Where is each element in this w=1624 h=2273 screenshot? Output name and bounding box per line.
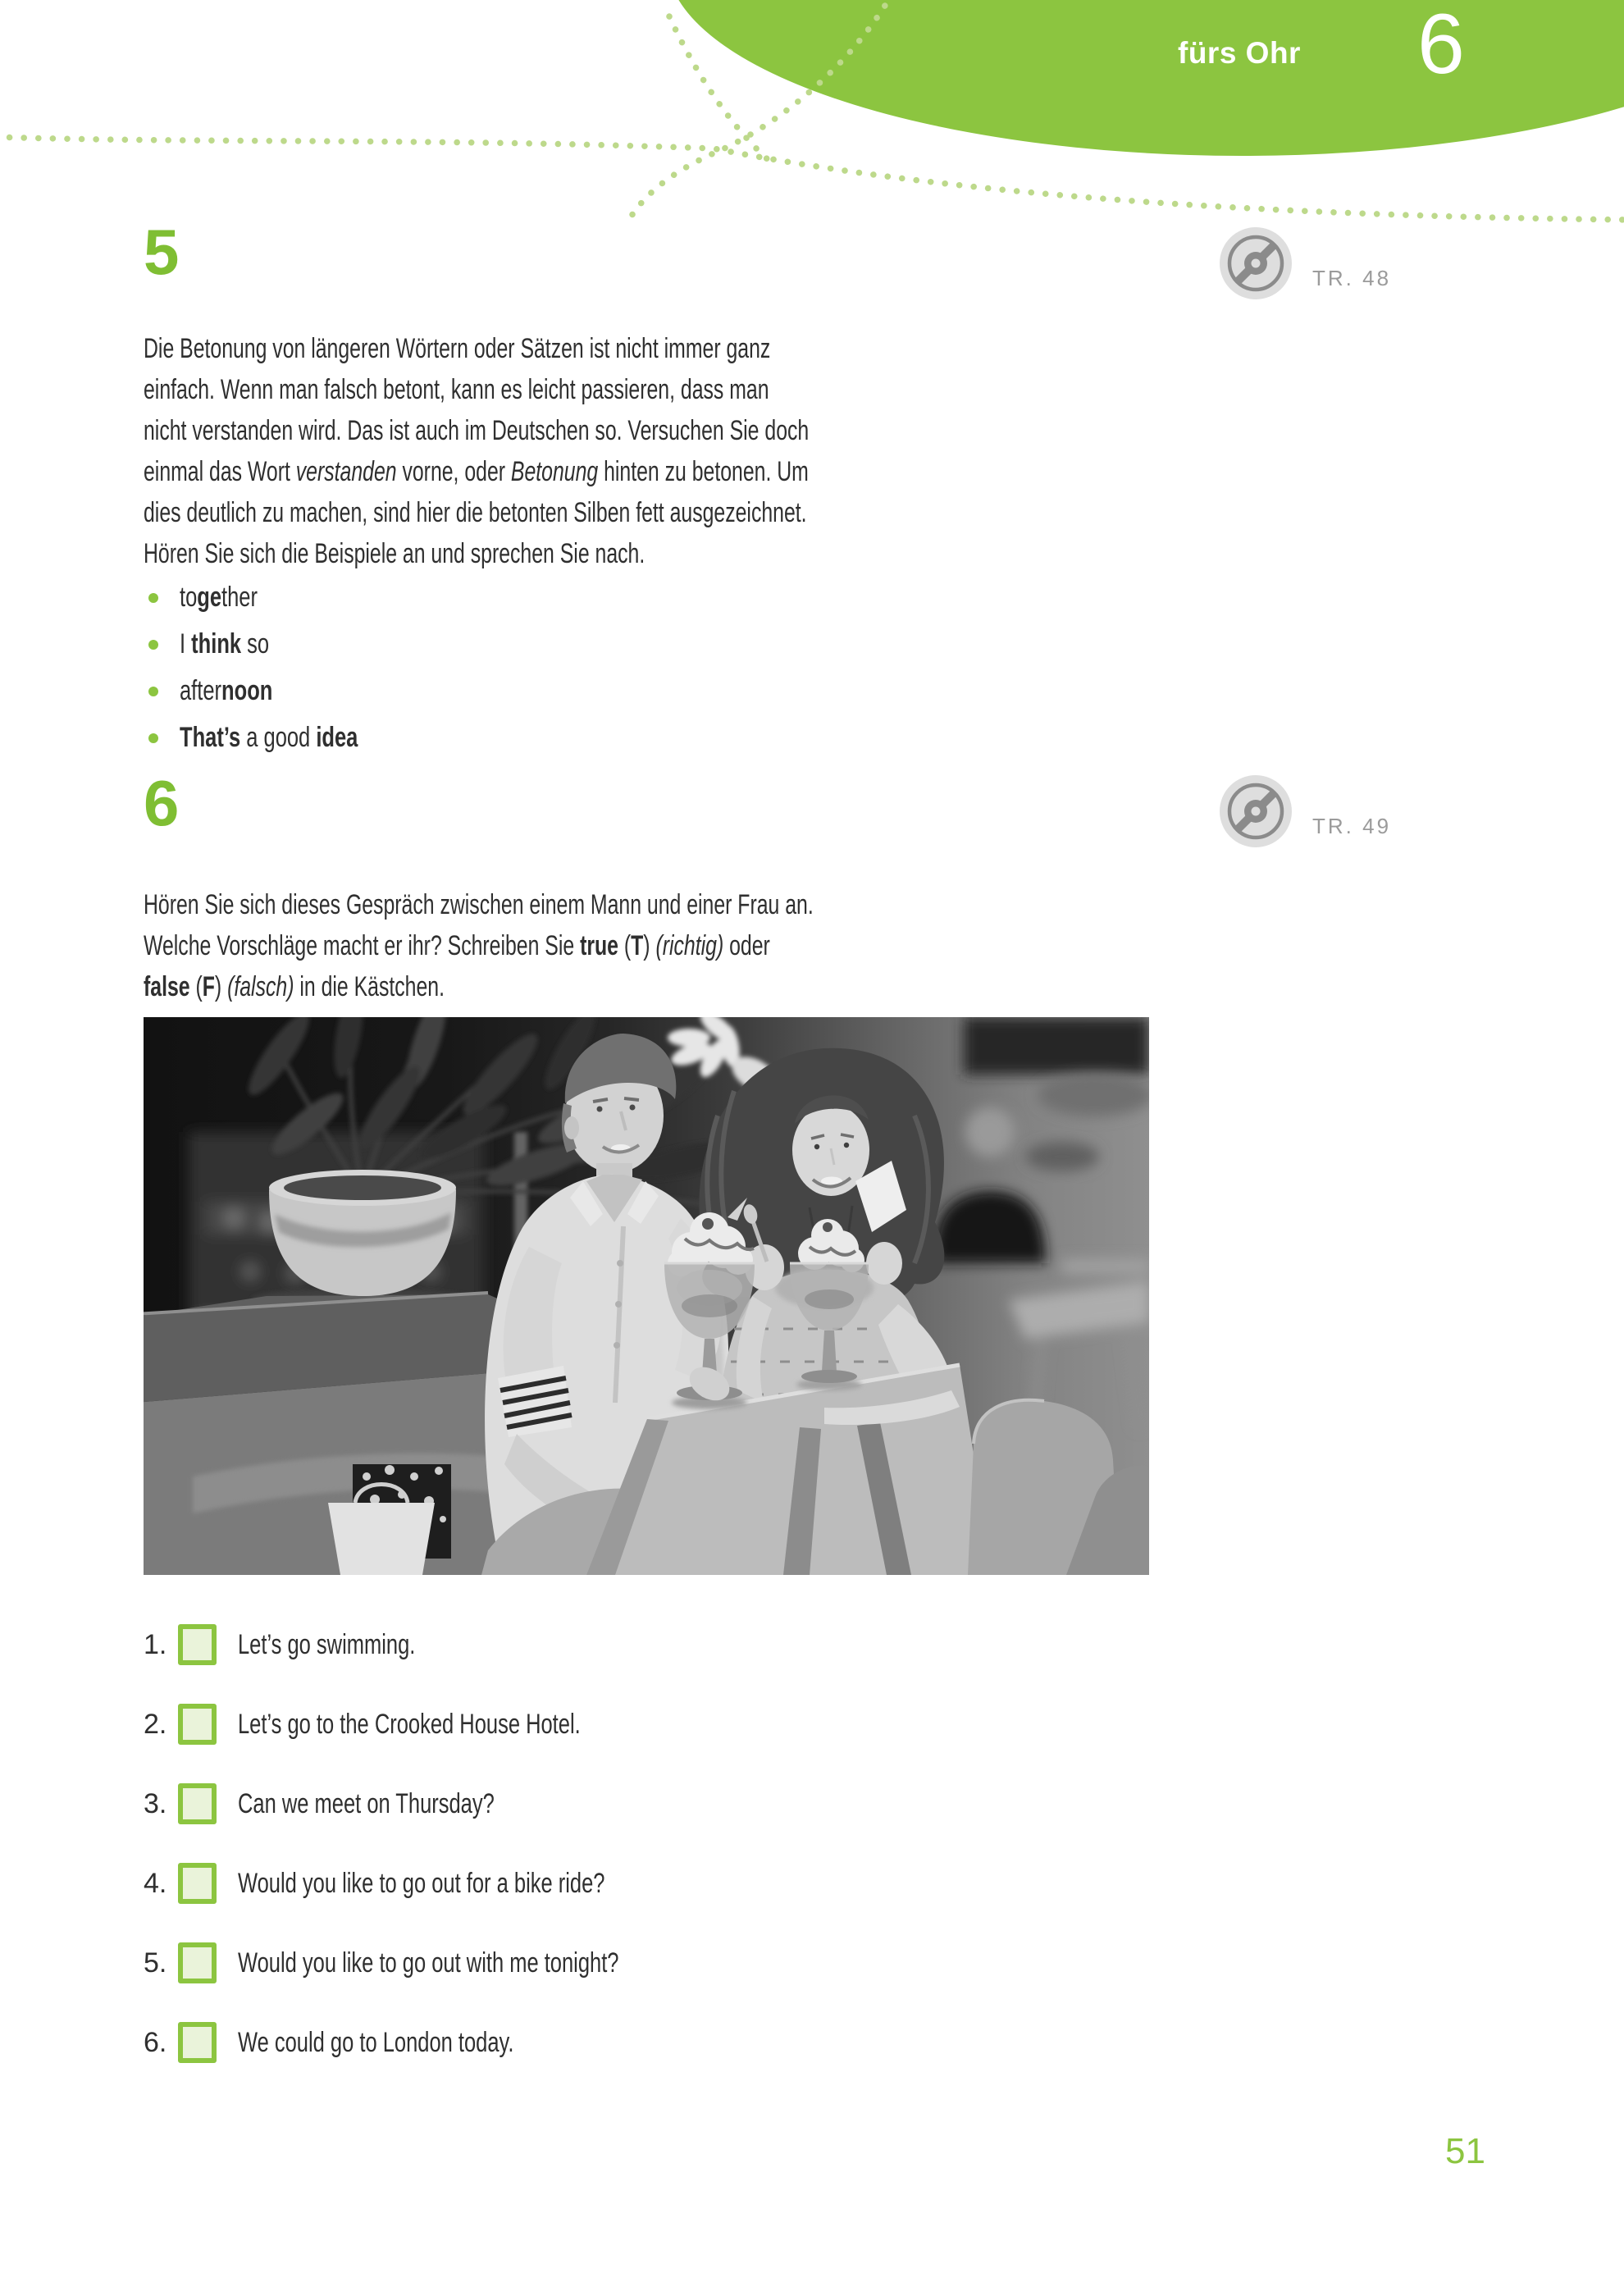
stress-example-text: I think so (180, 628, 270, 660)
stress-example-item (144, 714, 417, 761)
true-false-row (144, 1942, 746, 1983)
true-false-row (144, 1783, 746, 1824)
true-false-list (144, 1624, 746, 2102)
true-false-row (144, 2022, 746, 2063)
stress-example-item (144, 668, 417, 714)
answer-checkbox[interactable] (178, 1783, 217, 1824)
statement-text: Can we meet on Thursday? (238, 1787, 495, 1819)
statement-number: 1. (144, 1628, 167, 1660)
track-48-label: TR. 48 (1312, 266, 1392, 290)
audio-track-icon (1219, 774, 1293, 848)
page-number: 51 (1445, 2131, 1485, 2171)
answer-checkbox[interactable] (178, 2022, 217, 2063)
stress-example-list (144, 574, 417, 761)
chapter-section-label: fürs Ohr (1178, 36, 1301, 70)
statement-text: Would you like to go out for a bike ride? (238, 1867, 605, 1899)
exercise-5-number: 5 (144, 216, 180, 288)
statement-text: Let’s go swimming. (238, 1628, 416, 1660)
answer-checkbox[interactable] (178, 1624, 217, 1665)
statement-text: Let’s go to the Crooked House Hotel. (238, 1708, 581, 1740)
exercise-6-instructions: Hören Sie sich dieses Gespräch zwischen einem Mann und einer Frau an. Welche Vorschläge macht er ihr? Schreiben Sie true (T) (richtig) oder false (F) (falsch) in die Kästchen. (144, 889, 814, 1002)
bullet-icon (148, 687, 158, 696)
statement-number: 5. (144, 1947, 167, 1979)
statement-number: 2. (144, 1708, 167, 1740)
stress-example-text: together (180, 582, 258, 613)
statement-number: 4. (144, 1867, 167, 1899)
statement-number: 3. (144, 1787, 167, 1819)
track-49-label: TR. 49 (1312, 814, 1392, 838)
bullet-icon (148, 593, 158, 603)
true-false-row (144, 1704, 746, 1745)
true-false-row (144, 1624, 746, 1665)
statement-text: Would you like to go out with me tonight? (238, 1947, 619, 1979)
answer-checkbox[interactable] (178, 1863, 217, 1904)
cafe-couple-photo (144, 1017, 1149, 1575)
header-decoration (0, 0, 1624, 271)
stress-example-text: afternoon (180, 675, 273, 706)
answer-checkbox[interactable] (178, 1942, 217, 1983)
exercise-6-number: 6 (144, 767, 180, 839)
exercise-5-instructions: Die Betonung von längeren Wörtern oder Sätzen ist nicht immer ganz einfach. Wenn man falsch betont, kann es leicht passieren, dass man nicht verstanden wird. Das ist auch im Deutschen so. Versuchen Sie doch einmal das Wort verstanden vorne, oder Betonung hinten zu betonen. Um dies deutlich zu machen, sind hier die betonten Silben fett ausgezeichnet. Hören Sie sich die Beispiele an und sprechen Sie nach. (144, 333, 810, 569)
statement-number: 6. (144, 2026, 167, 2058)
chapter-number: 6 (1417, 0, 1465, 92)
true-false-row (144, 1863, 746, 1904)
answer-checkbox[interactable] (178, 1704, 217, 1745)
stress-example-item (144, 621, 417, 668)
statement-text: We could go to London today. (238, 2026, 514, 2058)
stress-example-text: That’s a good idea (180, 722, 358, 753)
audio-track-icon (1219, 226, 1293, 300)
green-header-blob (667, 0, 1624, 156)
bullet-icon (148, 733, 158, 743)
bullet-icon (148, 640, 158, 650)
stress-example-item (144, 574, 417, 621)
